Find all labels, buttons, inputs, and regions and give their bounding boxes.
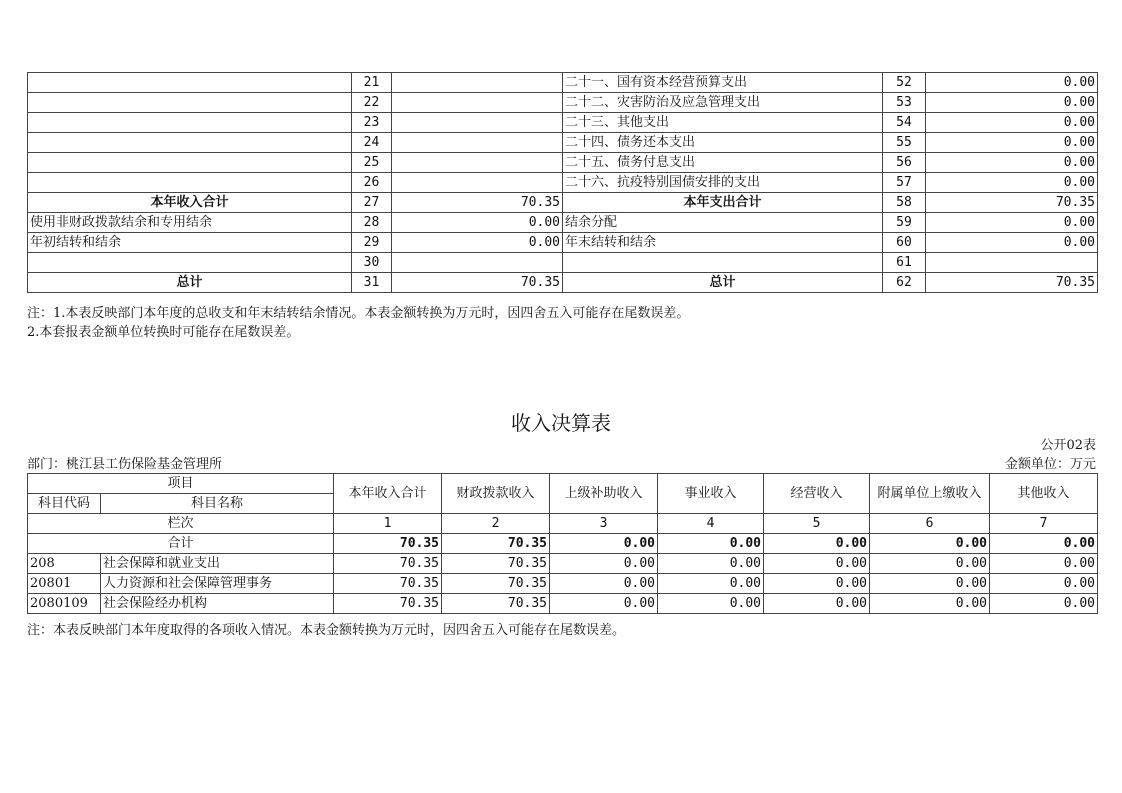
income-row xyxy=(28,574,1098,594)
left-row-number: 28 xyxy=(352,213,392,233)
total-value: 70.35 xyxy=(442,534,550,554)
left-item-label xyxy=(28,153,352,173)
left-row-number: 21 xyxy=(352,73,392,93)
col-number: 2 xyxy=(442,514,550,534)
income-amount: 0.00 xyxy=(990,574,1098,594)
income-expense-summary-table xyxy=(27,72,1098,293)
header-col-5: 经营收入 xyxy=(764,474,870,514)
summary-row xyxy=(28,173,1098,193)
left-row-number: 29 xyxy=(352,233,392,253)
income-amount: 0.00 xyxy=(990,554,1098,574)
row-number-label: 栏次 xyxy=(28,514,334,534)
left-amount xyxy=(392,153,563,173)
income-note: 注：本表反映部门本年度取得的各项收入情况。本表金额转换为万元时，因四舍五入可能存在尾数误差。 xyxy=(27,623,626,638)
subject-code: 2080109 xyxy=(28,594,101,614)
income-amount: 70.35 xyxy=(442,574,550,594)
summary-row xyxy=(28,133,1098,153)
total-value: 0.00 xyxy=(658,534,764,554)
header-col-1: 本年收入合计 xyxy=(334,474,442,514)
right-item-label: 二十三、其他支出 xyxy=(563,113,883,133)
right-item-label xyxy=(563,253,883,273)
subject-name: 社会保障和就业支出 xyxy=(101,554,334,574)
left-row-number: 27 xyxy=(352,193,392,213)
right-amount: 70.35 xyxy=(926,193,1098,213)
header-code: 科目代码 xyxy=(28,494,101,514)
left-row-number: 26 xyxy=(352,173,392,193)
left-item-label: 总计 xyxy=(28,273,352,293)
right-row-number: 62 xyxy=(883,273,926,293)
right-amount: 0.00 xyxy=(926,173,1098,193)
right-amount: 70.35 xyxy=(926,273,1098,293)
income-amount: 0.00 xyxy=(990,594,1098,614)
right-item-label: 二十二、灾害防治及应急管理支出 xyxy=(563,93,883,113)
left-amount xyxy=(392,113,563,133)
total-label: 合计 xyxy=(28,534,334,554)
left-amount: 0.00 xyxy=(392,213,563,233)
left-amount xyxy=(392,93,563,113)
left-row-number: 22 xyxy=(352,93,392,113)
right-amount: 0.00 xyxy=(926,133,1098,153)
col-number: 4 xyxy=(658,514,764,534)
right-row-number: 52 xyxy=(883,73,926,93)
right-item-label: 二十六、抗疫特别国债安排的支出 xyxy=(563,173,883,193)
right-item-label: 二十四、债务还本支出 xyxy=(563,133,883,153)
header-col-6: 附属单位上缴收入 xyxy=(870,474,990,514)
right-row-number: 58 xyxy=(883,193,926,213)
summary-row xyxy=(28,73,1098,93)
income-amount: 70.35 xyxy=(442,594,550,614)
income-amount: 0.00 xyxy=(764,554,870,574)
left-amount xyxy=(392,253,563,273)
income-amount: 0.00 xyxy=(658,574,764,594)
total-value: 70.35 xyxy=(334,534,442,554)
right-row-number: 60 xyxy=(883,233,926,253)
income-amount: 0.00 xyxy=(764,574,870,594)
left-item-label xyxy=(28,253,352,273)
left-row-number: 30 xyxy=(352,253,392,273)
header-col-2: 财政拨款收入 xyxy=(442,474,550,514)
income-amount: 70.35 xyxy=(442,554,550,574)
right-amount: 0.00 xyxy=(926,113,1098,133)
right-row-number: 53 xyxy=(883,93,926,113)
left-amount: 70.35 xyxy=(392,273,563,293)
summary-row xyxy=(28,153,1098,173)
left-amount xyxy=(392,73,563,93)
income-row xyxy=(28,594,1098,614)
total-value: 0.00 xyxy=(990,534,1098,554)
right-row-number: 55 xyxy=(883,133,926,153)
summary-table-body xyxy=(28,73,1098,293)
right-item-label: 本年支出合计 xyxy=(563,193,883,213)
left-item-label: 使用非财政拨款结余和专用结余 xyxy=(28,213,352,233)
income-amount: 0.00 xyxy=(764,594,870,614)
income-report-table xyxy=(27,473,1098,614)
header-col-3: 上级补助收入 xyxy=(550,474,658,514)
summary-row xyxy=(28,273,1098,293)
report-code: 公开02表 xyxy=(1040,438,1096,453)
summary-row xyxy=(28,233,1098,253)
income-amount: 70.35 xyxy=(334,594,442,614)
right-item-label: 总计 xyxy=(563,273,883,293)
income-table-body xyxy=(28,554,1098,614)
income-amount: 0.00 xyxy=(658,594,764,614)
summary-row xyxy=(28,113,1098,133)
income-amount: 0.00 xyxy=(658,554,764,574)
col-number: 3 xyxy=(550,514,658,534)
income-amount: 0.00 xyxy=(550,554,658,574)
right-amount: 0.00 xyxy=(926,213,1098,233)
income-amount: 0.00 xyxy=(870,594,990,614)
left-amount xyxy=(392,173,563,193)
left-amount: 70.35 xyxy=(392,193,563,213)
right-amount: 0.00 xyxy=(926,233,1098,253)
income-amount: 0.00 xyxy=(870,554,990,574)
right-row-number: 54 xyxy=(883,113,926,133)
right-row-number: 56 xyxy=(883,153,926,173)
left-item-label xyxy=(28,173,352,193)
income-amount: 70.35 xyxy=(334,554,442,574)
income-amount: 0.00 xyxy=(550,574,658,594)
subject-code: 208 xyxy=(28,554,101,574)
total-value: 0.00 xyxy=(870,534,990,554)
amount-unit-label: 金额单位：万元 xyxy=(1004,457,1096,472)
left-item-label xyxy=(28,73,352,93)
header-col-7: 其他收入 xyxy=(990,474,1098,514)
right-item-label: 二十五、债务付息支出 xyxy=(563,153,883,173)
left-item-label: 本年收入合计 xyxy=(28,193,352,213)
col-number: 5 xyxy=(764,514,870,534)
summary-row xyxy=(28,93,1098,113)
right-item-label: 结余分配 xyxy=(563,213,883,233)
right-item-label: 二十一、国有资本经营预算支出 xyxy=(563,73,883,93)
summary-row xyxy=(28,253,1098,273)
department-label: 部门：桃江县工伤保险基金管理所 xyxy=(27,457,223,472)
left-row-number: 25 xyxy=(352,153,392,173)
subject-code: 20801 xyxy=(28,574,101,594)
right-amount: 0.00 xyxy=(926,73,1098,93)
subject-name: 人力资源和社会保障管理事务 xyxy=(101,574,334,594)
header-name: 科目名称 xyxy=(101,494,334,514)
left-row-number: 31 xyxy=(352,273,392,293)
right-amount: 0.00 xyxy=(926,153,1098,173)
col-number: 7 xyxy=(990,514,1098,534)
left-amount: 0.00 xyxy=(392,233,563,253)
right-row-number: 57 xyxy=(883,173,926,193)
summary-note-1: 注：1.本表反映部门本年度的总收支和年末结转结余情况。本表金额转换为万元时，因四舍五入可能存在尾数误差。 xyxy=(27,306,690,321)
header-col-4: 事业收入 xyxy=(658,474,764,514)
income-report-title: 收入决算表 xyxy=(511,411,611,435)
total-value: 0.00 xyxy=(764,534,870,554)
right-row-number: 61 xyxy=(883,253,926,273)
header-item: 项目 xyxy=(28,474,334,494)
total-value: 0.00 xyxy=(550,534,658,554)
subject-name: 社会保险经办机构 xyxy=(101,594,334,614)
left-amount xyxy=(392,133,563,153)
right-amount xyxy=(926,253,1098,273)
income-amount: 70.35 xyxy=(334,574,442,594)
left-item-label xyxy=(28,113,352,133)
income-amount: 0.00 xyxy=(870,574,990,594)
summary-row xyxy=(28,193,1098,213)
left-item-label xyxy=(28,133,352,153)
summary-row xyxy=(28,213,1098,233)
right-amount: 0.00 xyxy=(926,93,1098,113)
right-row-number: 59 xyxy=(883,213,926,233)
left-item-label xyxy=(28,93,352,113)
income-amount: 0.00 xyxy=(550,594,658,614)
col-number: 6 xyxy=(870,514,990,534)
summary-note-2: 2.本套报表金额单位转换时可能存在尾数误差。 xyxy=(27,325,300,340)
left-row-number: 24 xyxy=(352,133,392,153)
col-number: 1 xyxy=(334,514,442,534)
left-row-number: 23 xyxy=(352,113,392,133)
right-item-label: 年末结转和结余 xyxy=(563,233,883,253)
left-item-label: 年初结转和结余 xyxy=(28,233,352,253)
income-row xyxy=(28,554,1098,574)
